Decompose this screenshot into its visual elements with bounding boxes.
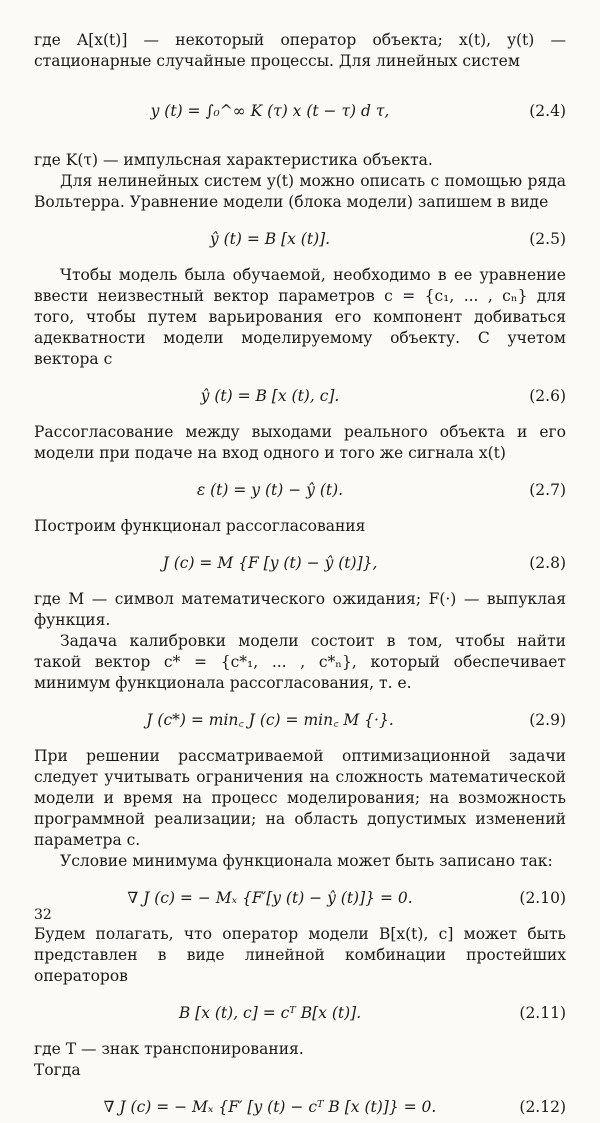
equation-number: (2.4) xyxy=(529,101,566,120)
paragraph: Условие минимума функционала может быть записано так: xyxy=(60,852,553,870)
equation-2-7 xyxy=(34,474,566,506)
equation-number: (2.11) xyxy=(519,1003,566,1022)
equation-number: (2.5) xyxy=(529,229,566,248)
equation-number: (2.6) xyxy=(529,386,566,405)
paragraph: Чтобы модель была обучаемой, необходимо в ее уравнение ввести неизвестный вектор параметров c = {c₁, ... , cₙ} для того, чтобы путем варьирования его компонент добиваться адекватности модели моделируемому объекту. С учетом вектора c xyxy=(34,266,566,368)
paragraph: Для нелинейных систем y(t) можно описать с помощью ряда Вольтерра. Уравнение модели (блока модели) запишем в виде xyxy=(34,172,566,211)
equation-2-8 xyxy=(34,547,566,579)
equation-body: ε (t) = y (t) − ŷ (t). xyxy=(196,480,344,499)
paragraph: где A[x(t)] — некоторый оператор объекта; x(t), y(t) — стационарные случайные процессы. Для линейных систем xyxy=(34,31,566,70)
equation-2-12 xyxy=(34,1091,566,1123)
paragraph: где M — символ математического ожидания; F(·) — выпуклая функция. xyxy=(34,590,566,629)
equation-2-5 xyxy=(34,223,566,255)
equation-body: B [x (t), c] = cᵀ B[x (t)]. xyxy=(178,1003,362,1022)
equation-number: (2.7) xyxy=(529,480,566,499)
equation-2-11 xyxy=(34,997,566,1029)
paragraph: При решении рассматриваемой оптимизационной задачи следует учитывать ограничения на сложность математической модели и время на процесс моделирования; на возможность программной реализации; на область допустимых изменений параметра c. xyxy=(34,747,566,849)
equation-2-9 xyxy=(34,704,566,736)
equation-body: ŷ (t) = B [x (t), c]. xyxy=(200,386,340,405)
paragraph: где T — знак транспонирования. xyxy=(34,1040,304,1058)
paragraph: Рассогласование между выходами реального объекта и его модели при подаче на вход одного и того же сигнала x(t) xyxy=(34,423,566,462)
page-number: 32 xyxy=(34,907,52,923)
equation-body: ŷ (t) = B [x (t)]. xyxy=(209,229,331,248)
equation-number: (2.10) xyxy=(519,888,566,907)
equation-2-4 xyxy=(34,82,566,140)
equation-number: (2.8) xyxy=(529,553,566,572)
paragraph: Задача калибровки модели состоит в том, чтобы найти такой вектор c* = {c*₁, ... , c*ₙ}, который обеспечивает минимум функционала рассогласования, т. е. xyxy=(34,632,566,692)
equation-body: J (c) = M {F [y (t) − ŷ (t)]}, xyxy=(162,553,378,572)
equation-2-10 xyxy=(34,882,566,914)
equation-body: J (c*) = min꜀ J (c) = min꜀ M {·}. xyxy=(146,710,394,729)
equation-body: ∇ J (c) = − Mₓ {F′ [y (t) − cᵀ B [x (t)]} = 0. xyxy=(103,1097,437,1116)
equation-number: (2.9) xyxy=(529,710,566,729)
equation-body: y (t) = ∫₀^∞ K (τ) x (t − τ) d τ, xyxy=(150,101,390,120)
paragraph: Будем полагать, что оператор модели B[x(t), c] может быть представлен в виде линейной комбинации простейших операторов xyxy=(34,925,566,985)
equation-number: (2.12) xyxy=(519,1097,566,1116)
paragraph: где K(τ) — импульсная характеристика объекта. xyxy=(34,151,433,169)
equation-body: ∇ J (c) = − Mₓ {F′[y (t) − ŷ (t)]} = 0. xyxy=(127,888,413,907)
equation-2-6 xyxy=(34,380,566,412)
paragraph: Тогда xyxy=(34,1061,81,1079)
paragraph: Построим функционал рассогласования xyxy=(34,517,366,535)
